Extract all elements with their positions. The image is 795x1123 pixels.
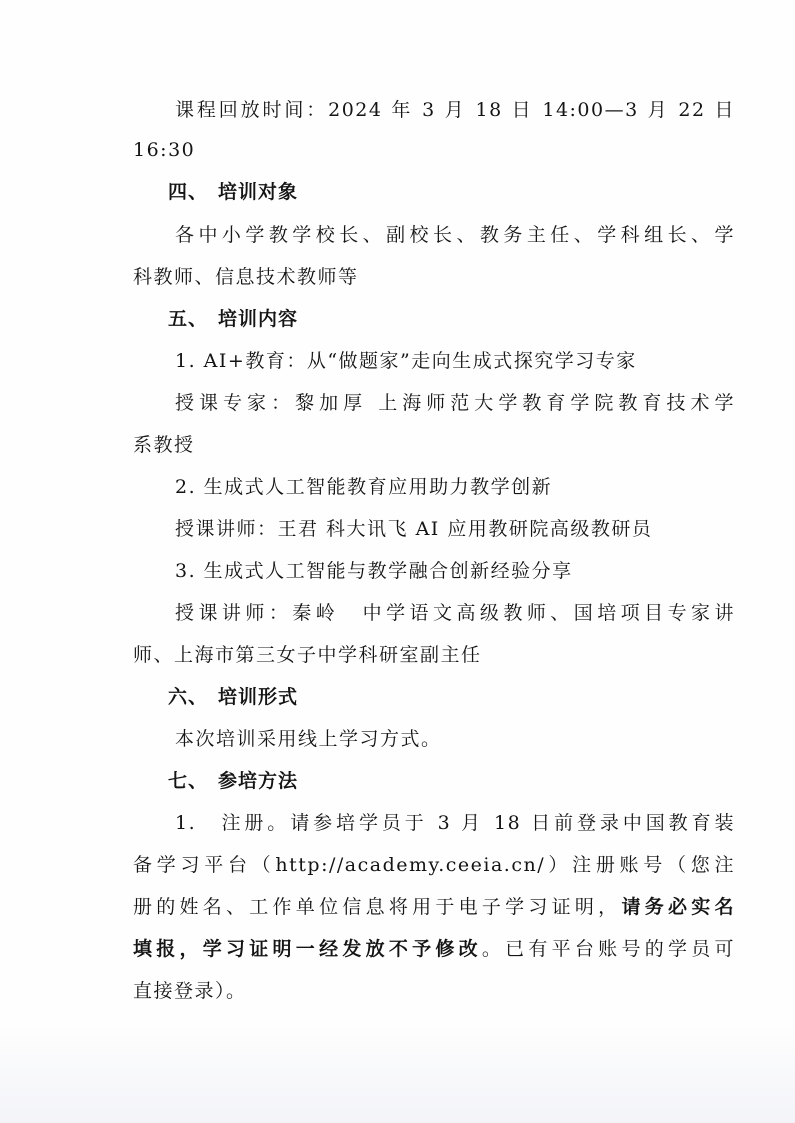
content-item-3: 3. 生成式人工智能与教学融合创新经验分享 [175, 560, 573, 582]
section-number: 七、 [168, 770, 209, 792]
lecturer-line-2: 授课讲师：王君 科大讯飞 AI 应用教研院高级教研员 [175, 518, 653, 540]
section-title: 培训内容 [218, 308, 299, 330]
replay-time-line: 课程回放时间：2024 年 3 月 18 日 14:00—3 月 22 日 [175, 99, 735, 121]
method-line-5: 直接登录）。 [133, 980, 247, 1002]
section-heading-method [168, 761, 298, 801]
audience-line-2: 科教师、信息技术教师等 [133, 266, 359, 288]
section-title: 参培方法 [218, 770, 299, 792]
section-title: 培训对象 [218, 181, 299, 203]
lecturer-line-3b: 师、上海市第三女子中学科研室副主任 [133, 644, 482, 666]
method-line-4 [133, 929, 735, 969]
method-line-2: 备学习平台（http://academy.ceeia.cn/）注册账号（您注 [133, 854, 735, 876]
section-title: 培训形式 [218, 686, 299, 708]
content-item-1: 1. AI+教育：从“做题家”走向生成式探究学习专家 [175, 350, 637, 372]
method-line-3 [133, 887, 735, 927]
emphasis-text: 请务必实名 [621, 896, 735, 918]
expert-line-2: 系教授 [133, 434, 195, 456]
emphasis-text: 填报，学习证明一经发放不予修改 [133, 938, 482, 960]
method-text: 册的姓名、工作单位信息将用于电子学习证明， [133, 896, 622, 918]
scan-shadow [0, 1020, 795, 1123]
expert-line-1: 授课专家：黎加厚 上海师范大学教育学院教育技术学 [175, 392, 735, 414]
section-heading-audience [168, 172, 298, 212]
replay-time-continuation: 16:30 [133, 139, 196, 161]
section-number: 六、 [168, 686, 209, 708]
section-number: 四、 [168, 181, 209, 203]
format-line: 本次培训采用线上学习方式。 [175, 728, 442, 750]
content-item-2: 2. 生成式人工智能教育应用助力教学创新 [175, 476, 553, 498]
method-line-1: 1. 注册。请参培学员于 3 月 18 日前登录中国教育装 [175, 812, 735, 834]
audience-line-1: 各中小学教学校长、副校长、教务主任、学科组长、学 [175, 224, 735, 246]
section-heading-format [168, 677, 298, 717]
method-text: 。已有平台账号的学员可 [481, 938, 735, 960]
section-number: 五、 [168, 308, 209, 330]
section-heading-content [168, 299, 298, 339]
lecturer-line-3a: 授课讲师：秦岭 中学语文高级教师、国培项目专家讲 [175, 602, 735, 624]
